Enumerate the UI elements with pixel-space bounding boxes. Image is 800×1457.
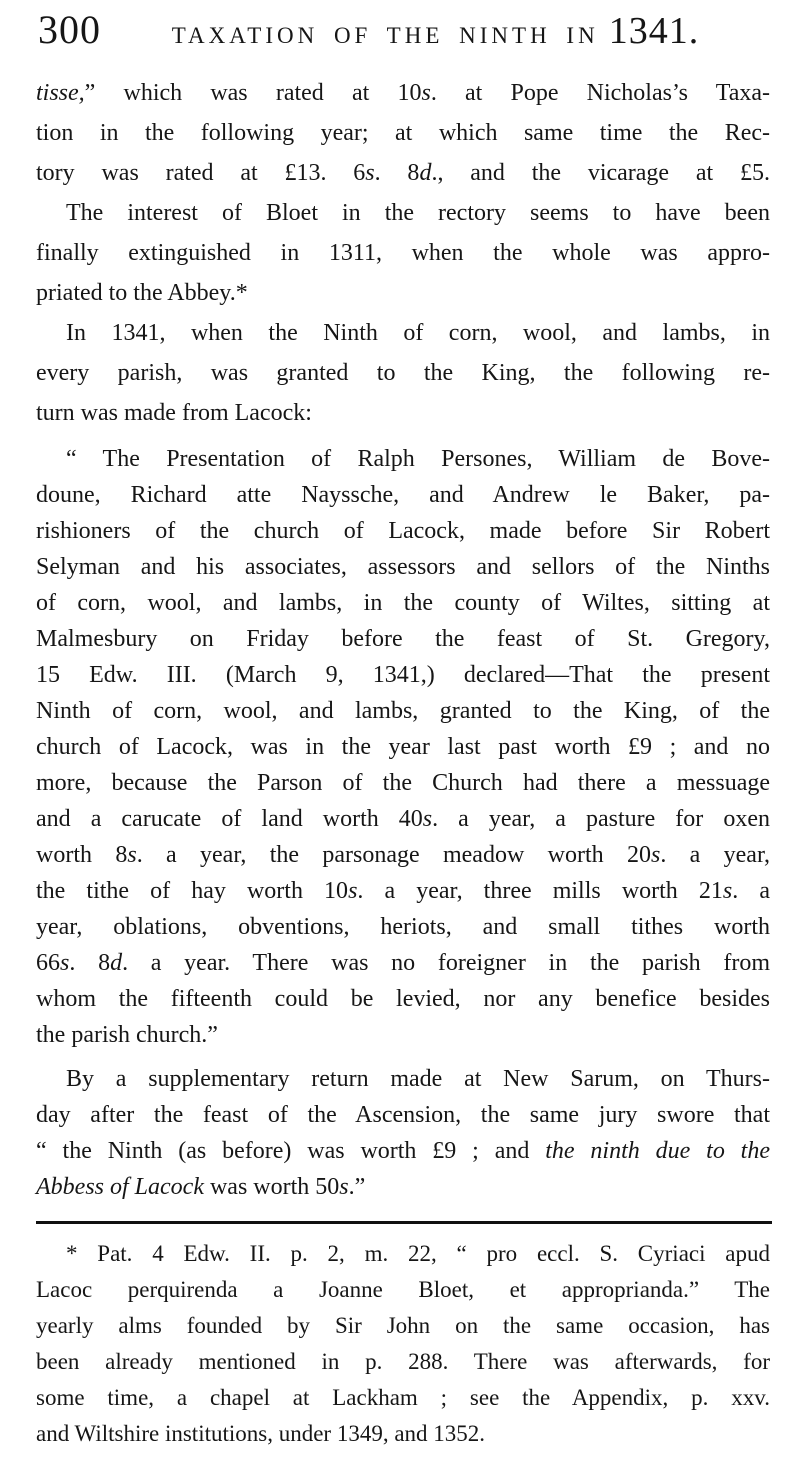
- text-line: In 1341, when the Ninth of corn, wool, and lambs, in: [66, 320, 770, 346]
- text-line: Selyman and his associates, assessors and sellors of the Ninths: [36, 554, 770, 580]
- text-line: The interest of Bloet in the rectory seems to have been: [66, 200, 770, 226]
- text-line: rishioners of the church of Lacock, made before Sir Robert: [36, 518, 770, 544]
- text-line: yearly alms founded by Sir John on the same occasion, has: [36, 1313, 770, 1338]
- text-line: some time, a chapel at Lackham ; see the Appendix, p. xxv.: [36, 1385, 770, 1410]
- text-line: worth 8s. a year, the parsonage meadow worth 20s. a year,: [36, 842, 770, 868]
- text-line: church of Lacock, was in the year last past worth £9 ; and no: [36, 734, 770, 760]
- text-line: the tithe of hay worth 10s. a year, three mills worth 21s. a: [36, 878, 770, 904]
- page-number: 300: [38, 7, 101, 52]
- text-line: more, because the Parson of the Church had there a messuage: [36, 770, 770, 796]
- footnote-pat-4-edw: [36, 1236, 770, 1452]
- text-line: Ninth of corn, wool, and lambs, granted to the King, of the: [36, 698, 770, 724]
- paragraph-bloet-interest: [36, 193, 770, 313]
- text-line: 15 Edw. III. (March 9, 1341,) declared—That the present: [36, 662, 770, 688]
- text-line: 66s. 8d. a year. There was no foreigner in the parish from: [36, 950, 771, 976]
- text-line: year, oblations, obventions, heriots, and small tithes worth: [36, 914, 770, 940]
- running-head: [0, 0, 800, 53]
- paragraph-supplementary-return: [36, 1061, 770, 1205]
- text-line: the parish church.”: [36, 1022, 218, 1048]
- text-line: “ The Presentation of Ralph Persones, William de Bove-: [66, 446, 770, 472]
- paragraph-ninth-granted: [36, 313, 770, 433]
- text-line: and Wiltshire institutions, under 1349, and 1352.: [36, 1421, 486, 1446]
- text-line: and a carucate of land worth 40s. a year, a pasture for oxen: [36, 806, 770, 832]
- paragraph-return-quote: [36, 441, 770, 1053]
- text-line: * Pat. 4 Edw. II. p. 2, m. 22, “ pro eccl. S. Cyriaci apud: [66, 1241, 770, 1266]
- text-line: whom the fifteenth could be levied, nor any benefice besides: [36, 986, 770, 1012]
- running-head-caps: TAXATION OF THE NINTH IN: [171, 23, 599, 48]
- text-line: priated to the Abbey.*: [36, 280, 248, 306]
- text-line: of corn, wool, and lambs, in the county of Wiltes, sitting at: [36, 590, 770, 616]
- running-head-title: [101, 9, 770, 53]
- text-line: day after the feast of the Ascension, the same jury swore that: [36, 1102, 770, 1128]
- text-line: Abbess of Lacock was worth 50s.”: [36, 1174, 366, 1200]
- text-line: been already mentioned in p. 288. There was afterwards, for: [36, 1349, 770, 1374]
- page-body: [0, 53, 800, 1205]
- text-line: By a supplementary return made at New Sarum, on Thurs-: [66, 1066, 770, 1092]
- text-line: finally extinguished in 1311, when the whole was appro-: [36, 240, 770, 266]
- text-line: tory was rated at £13. 6s. 8d., and the vicarage at £5.: [36, 160, 771, 186]
- text-line: doune, Richard atte Nayssche, and Andrew le Baker, pa-: [36, 482, 770, 508]
- text-line: tisse,” which was rated at 10s. at Pope Nicholas’s Taxa-: [36, 80, 770, 106]
- text-line: turn was made from Lacock:: [36, 400, 312, 426]
- text-line: Lacoc perquirenda a Joanne Bloet, et approprianda.” The: [36, 1277, 770, 1302]
- text-line: “ the Ninth (as before) was worth £9 ; and the ninth due to the: [36, 1138, 771, 1164]
- text-line: tion in the following year; at which same time the Rec-: [36, 120, 770, 146]
- footnote-area: [0, 1224, 800, 1452]
- paragraph-rating-continuation: [36, 73, 770, 193]
- text-line: every parish, was granted to the King, the following re-: [36, 360, 770, 386]
- running-head-year: 1341.: [608, 10, 700, 52]
- text-line: Malmesbury on Friday before the feast of St. Gregory,: [36, 626, 770, 652]
